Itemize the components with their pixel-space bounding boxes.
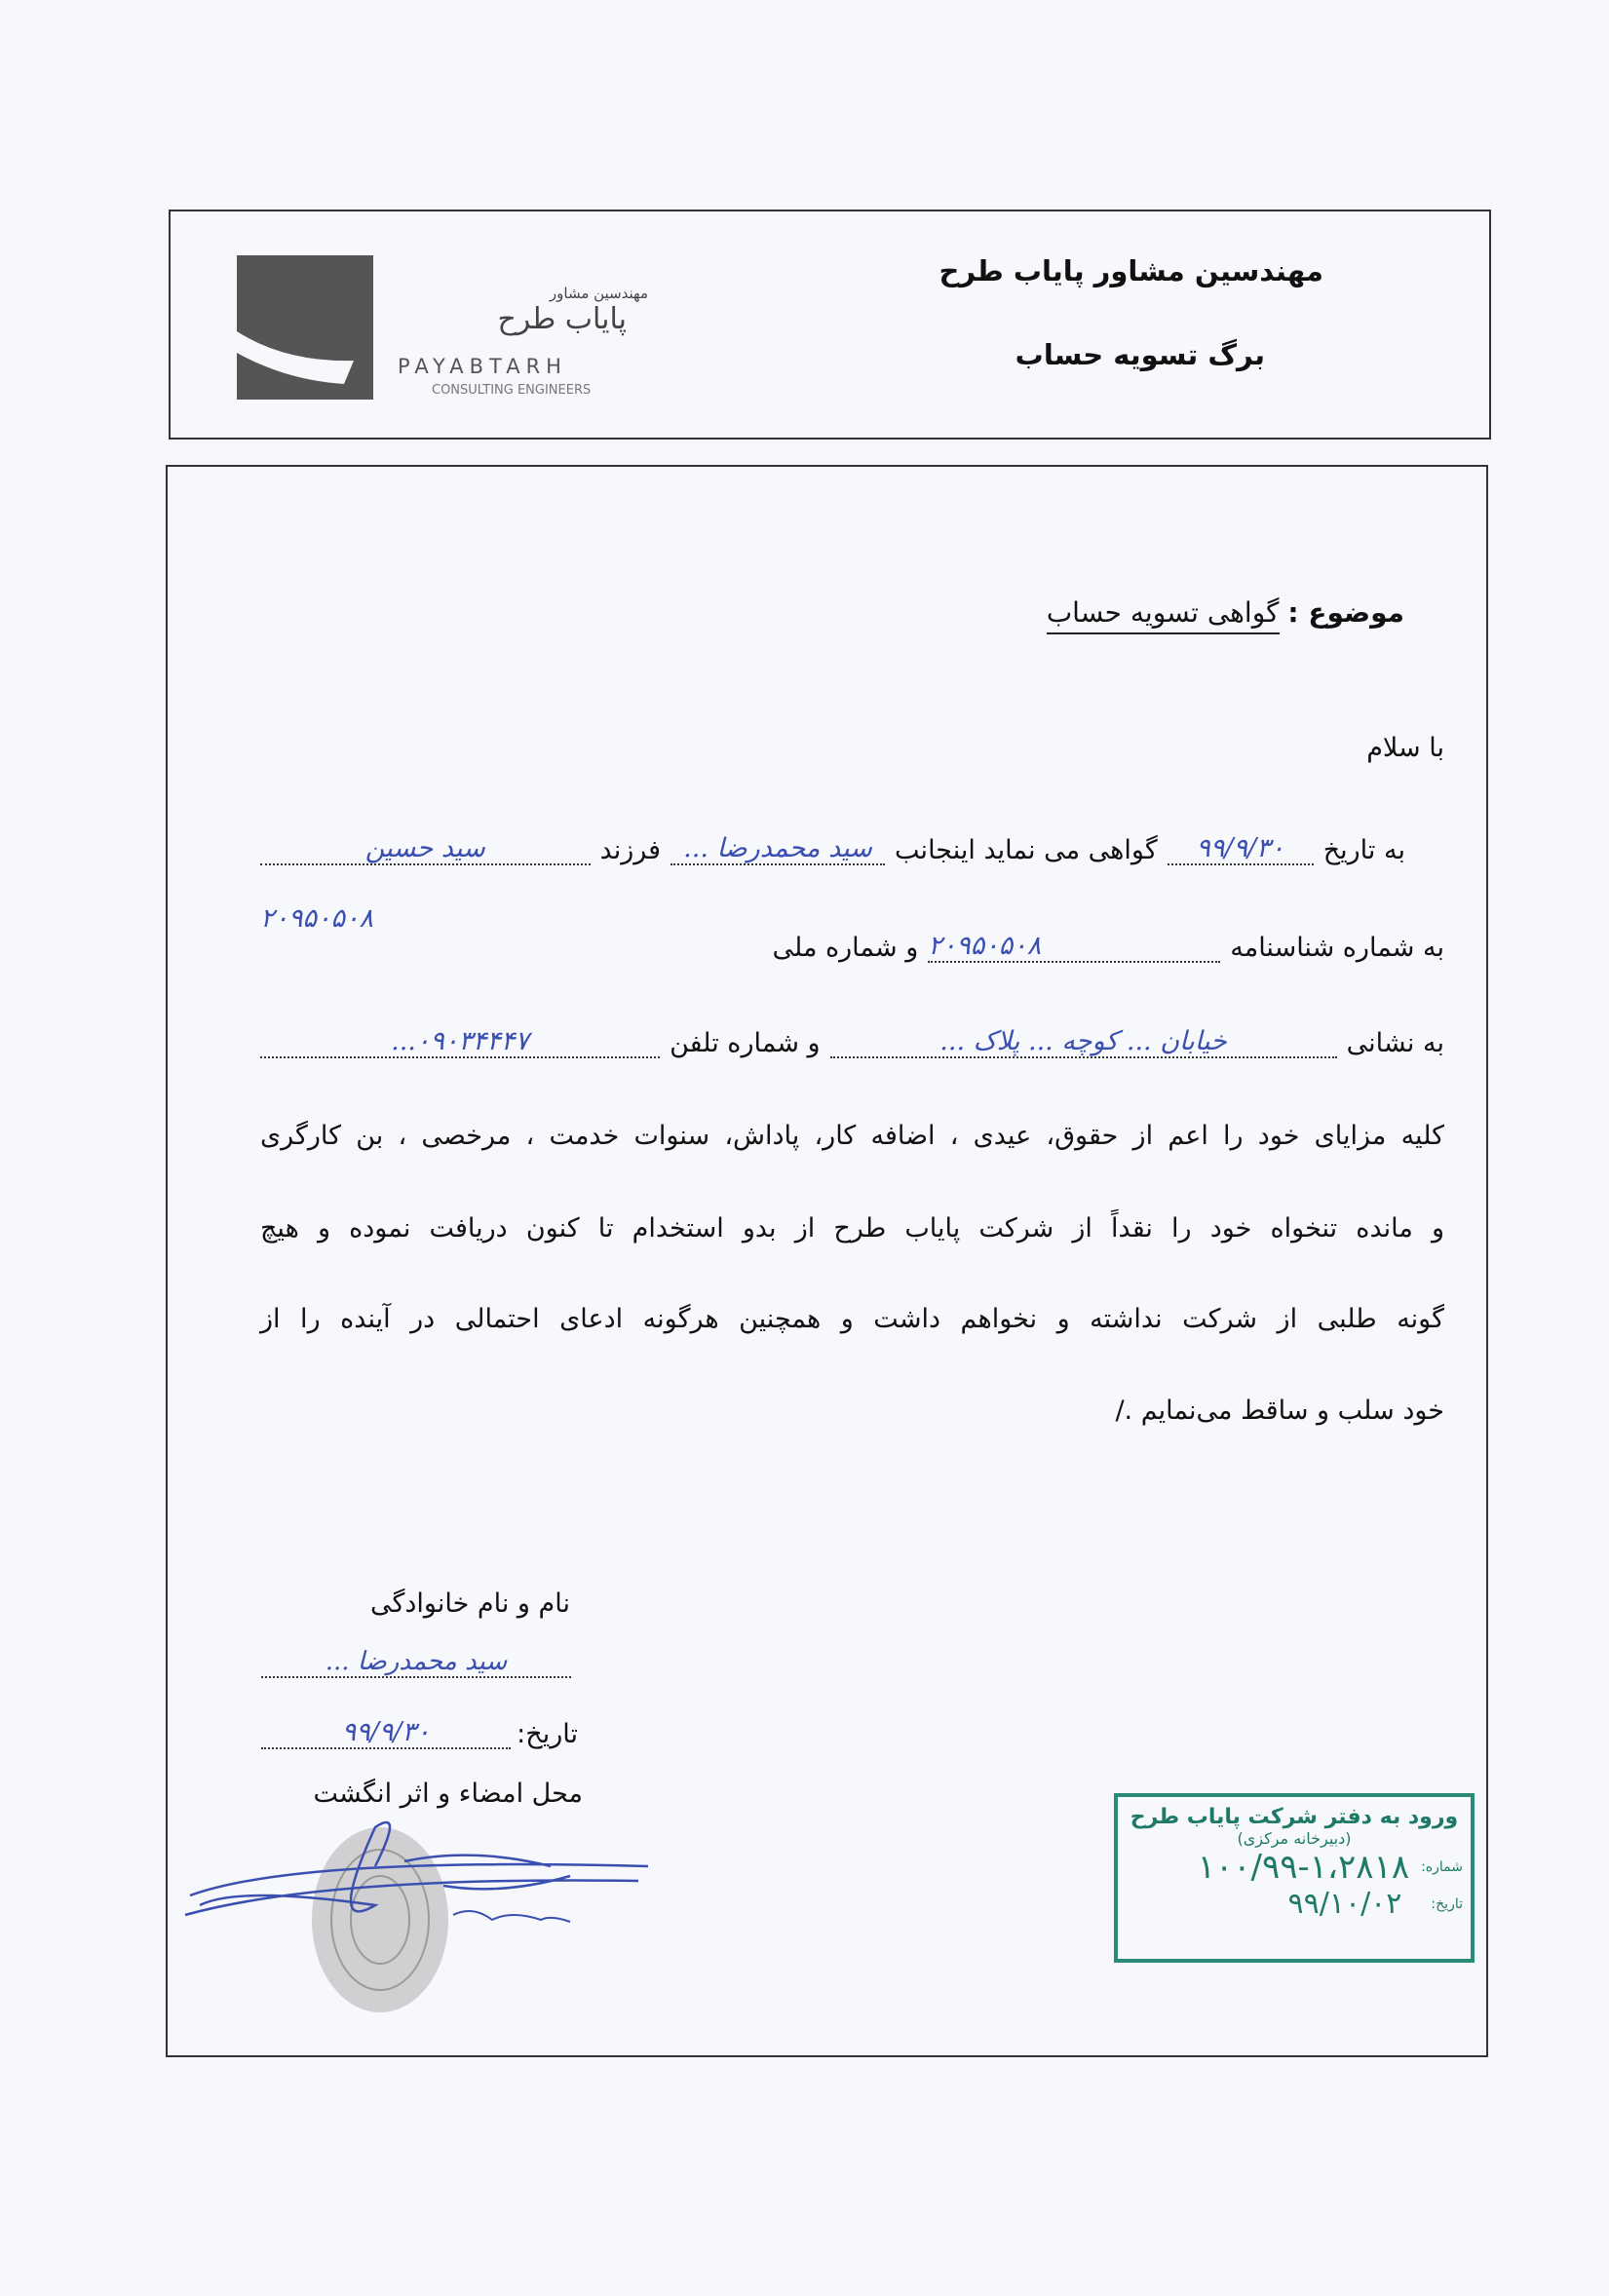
header-box <box>169 210 1491 440</box>
field-national-id[interactable]: ۲۰۹۵۰۵۰۸ <box>260 903 374 934</box>
logo-fa-small: مهندسین مشاور <box>549 285 648 302</box>
subject-value: گواهی تسویه حساب <box>1047 596 1280 634</box>
field-id-no[interactable]: ۲۰۹۵۰۵۰۸ <box>928 931 1220 963</box>
sig-name-label: نام و نام خانوادگی <box>370 1588 570 1619</box>
subject-label: موضوع : <box>1287 596 1404 629</box>
logo-mark-icon <box>237 255 373 400</box>
body-line-3: گونه طلبی از شرکت نداشته و نخواهم داشت و همچنین هرگونه ادعای احتمالی در آینده را از <box>260 1304 1444 1334</box>
stamp-subtitle: (دبیرخانه مرکزی) <box>1237 1829 1352 1848</box>
company-title: مهندسین مشاور پایاب طرح <box>939 254 1323 287</box>
label-address: به نشانی <box>1346 1028 1444 1058</box>
stamp-number-value: ۱۰۰/۹۹-۱،۲۸۱۸ <box>1197 1848 1410 1887</box>
body-line-1: کلیه مزایای خود را اعم از حقوق، عیدی ، اضافه کار، پاداش، سنوات خدمت ، مرخصی ، بن کارگری <box>260 1121 1444 1151</box>
field-address[interactable]: خیابان ... کوچه ... پلاک ... <box>830 1026 1337 1058</box>
line-date-name <box>260 833 1405 865</box>
label-id-no: به شماره شناسنامه <box>1230 933 1444 963</box>
stamp-date-row <box>1118 1887 1471 1921</box>
label-certify: گواهی می نماید اینجانب <box>895 835 1158 865</box>
stamp-date-value: ۹۹/۱۰/۰۲ <box>1287 1887 1402 1921</box>
label-phone: و شماره تلفن <box>670 1028 821 1058</box>
company-logo <box>237 255 666 402</box>
form-title: برگ تسویه حساب <box>1015 338 1265 371</box>
stamp-date-label: تاریخ: <box>1431 1895 1463 1912</box>
sig-date-label: تاریخ: <box>517 1719 578 1749</box>
logo-en-name: PAYABTARH <box>398 355 567 378</box>
registry-stamp <box>1114 1793 1475 1963</box>
logo-fa-large: پایاب طرح <box>497 302 627 336</box>
signature-fingerprint-icon <box>180 1808 687 2042</box>
stamp-number-row <box>1118 1848 1471 1887</box>
sig-sign-label: محل امضاء و اثر انگشت <box>313 1779 583 1809</box>
subject-line <box>1047 596 1404 629</box>
line-address <box>260 1026 1444 1058</box>
stamp-title: ورود به دفتر شرکت پایاب طرح <box>1130 1805 1459 1829</box>
field-name[interactable]: سید محمدرضا ... <box>670 833 885 865</box>
sig-date-field[interactable]: ۹۹/۹/۳۰ <box>261 1717 511 1749</box>
field-father-name[interactable]: سید حسین <box>260 833 591 865</box>
line-id <box>260 903 1444 963</box>
field-phone[interactable]: ۰۹۰۳۴۴۴۷... <box>260 1026 660 1058</box>
logo-en-sub: CONSULTING ENGINEERS <box>432 383 592 398</box>
sig-name-field[interactable]: سید محمدرضا ... <box>261 1647 571 1678</box>
label-national-id: و شماره ملی <box>772 933 919 963</box>
body-line-4: خود سلب و ساقط می‌نمایم ./ <box>1115 1396 1444 1426</box>
stamp-number-label: شماره: <box>1421 1859 1463 1875</box>
label-date: به تاریخ <box>1322 835 1405 865</box>
greeting: با سلام <box>1366 733 1444 763</box>
field-date[interactable]: ۹۹/۹/۳۰ <box>1168 833 1314 865</box>
label-child-of: فرزند <box>599 835 662 865</box>
body-line-2: و مانده تنخواه خود را نقداً از شرکت پایاب طرح از بدو استخدام تا کنون دریافت نموده و هیچ <box>260 1213 1444 1244</box>
sig-date-row <box>261 1717 578 1749</box>
